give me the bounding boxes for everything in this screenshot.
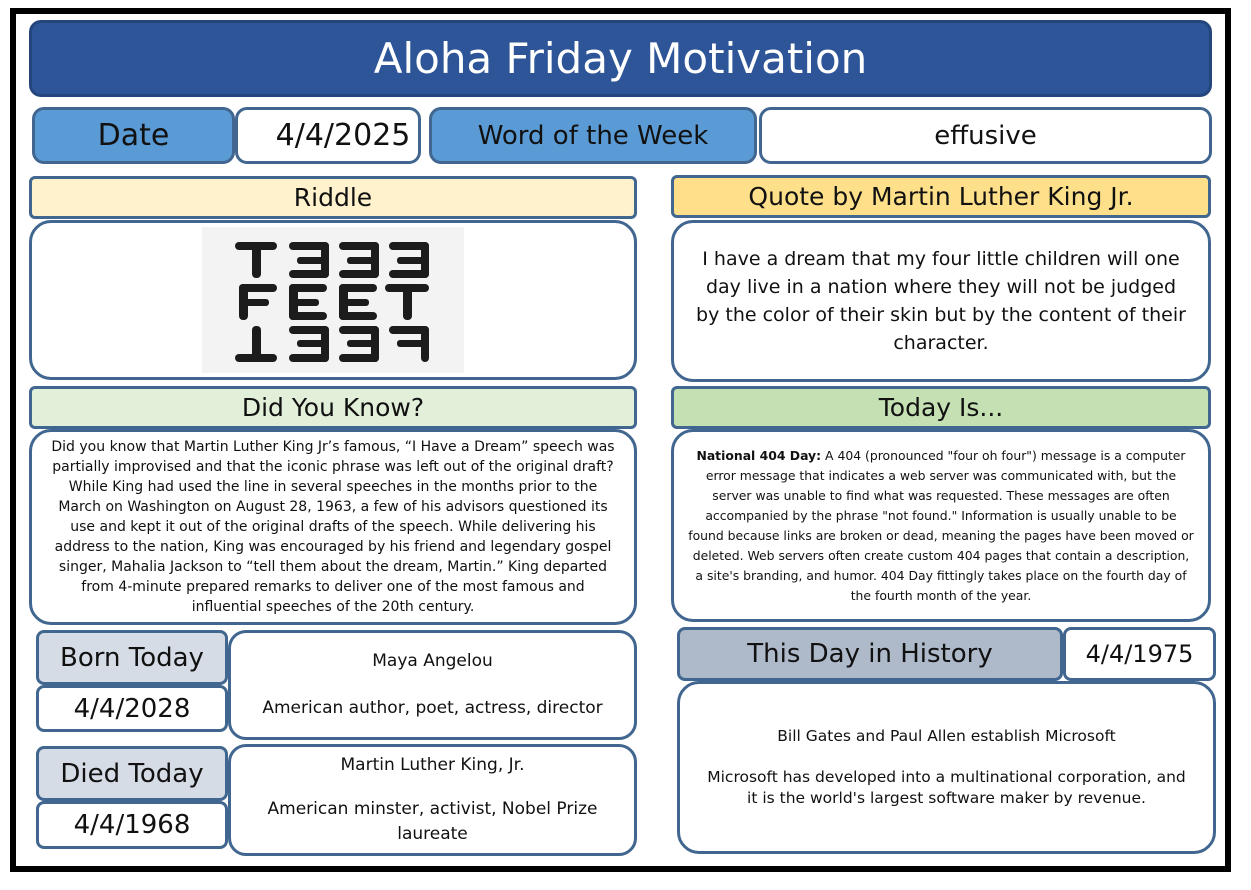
did-you-know-box bbox=[29, 429, 637, 625]
born-name: Maya Angelou bbox=[372, 651, 493, 671]
page-title: Aloha Friday Motivation bbox=[29, 20, 1212, 97]
history-header: This Day in History bbox=[677, 627, 1063, 681]
today-is-header: Today Is... bbox=[671, 386, 1211, 429]
today-is-box bbox=[671, 429, 1211, 622]
born-label: Born Today bbox=[36, 630, 228, 685]
history-desc: Microsoft has developed into a multinational corporation, and it is the world's largest software maker by revenue. bbox=[707, 768, 1186, 807]
today-is-body: A 404 (pronounced "four oh four") message is a computer error message that indicates a web server was communicated with, but the server was unable to find what was requested. These messages are often accompanied by the phrase "not found." Information is usually unable to be found because links are broken or dead, meaning the pages have been moved or deleted. Web servers often create custom 404 pages that contain a description, a site's branding, and humor. 404 Day fittingly takes place on the fourth day of the fourth month of the year. bbox=[688, 447, 1194, 603]
died-label: Died Today bbox=[36, 746, 228, 801]
did-you-know-header: Did You Know? bbox=[29, 386, 637, 429]
died-desc: American minster, activist, Nobel Prize laureate bbox=[267, 799, 598, 844]
word-value: effusive bbox=[759, 107, 1212, 164]
today-is-bold: National 404 Day: bbox=[696, 447, 822, 463]
born-box bbox=[228, 630, 637, 740]
born-date: 4/4/2028 bbox=[36, 685, 228, 732]
died-box bbox=[228, 744, 637, 856]
quote-text: I have a dream that my four little children will one day live in a nation where they will not be judged by the color of their skin but by the content of their character. bbox=[696, 248, 1186, 354]
quote-box bbox=[671, 220, 1211, 382]
riddle-header: Riddle bbox=[29, 176, 637, 219]
quote-header: Quote by Martin Luther King Jr. bbox=[671, 175, 1211, 218]
history-event: Bill Gates and Paul Allen establish Microsoft bbox=[777, 727, 1116, 745]
did-you-know-p1: Did you know that Martin Luther King Jr’s famous, “I Have a Dream” speech was partially improvised and that the iconic phrase was left out of the original draft? bbox=[51, 439, 615, 475]
word-label: Word of the Week bbox=[429, 107, 757, 164]
born-desc: American author, poet, actress, director bbox=[262, 698, 603, 718]
riddle-image bbox=[202, 227, 464, 373]
did-you-know-p2: While King had used the line in several speeches in the months prior to the March on Washington on August 28, 1963, a few of his advisors questioned its use and kept it out of the original drafts of the speech. While delivering his address to the nation, King was encouraged by his friend and legendary gospel singer, Mahalia Jackson to “tell them about the dream, Martin.” King departed from 4-minute prepared remarks to deliver one of the most famous and influential speeches of the 20th century. bbox=[54, 479, 612, 615]
history-box bbox=[677, 681, 1216, 854]
riddle-box bbox=[29, 220, 637, 380]
history-date: 4/4/1975 bbox=[1063, 627, 1216, 681]
died-name: Martin Luther King, Jr. bbox=[340, 755, 525, 775]
died-date: 4/4/1968 bbox=[36, 801, 228, 849]
today-is-text bbox=[688, 446, 1194, 606]
riddle-feet-image bbox=[233, 232, 433, 368]
date-value: 4/4/2025 bbox=[235, 107, 421, 164]
date-label: Date bbox=[32, 107, 235, 164]
